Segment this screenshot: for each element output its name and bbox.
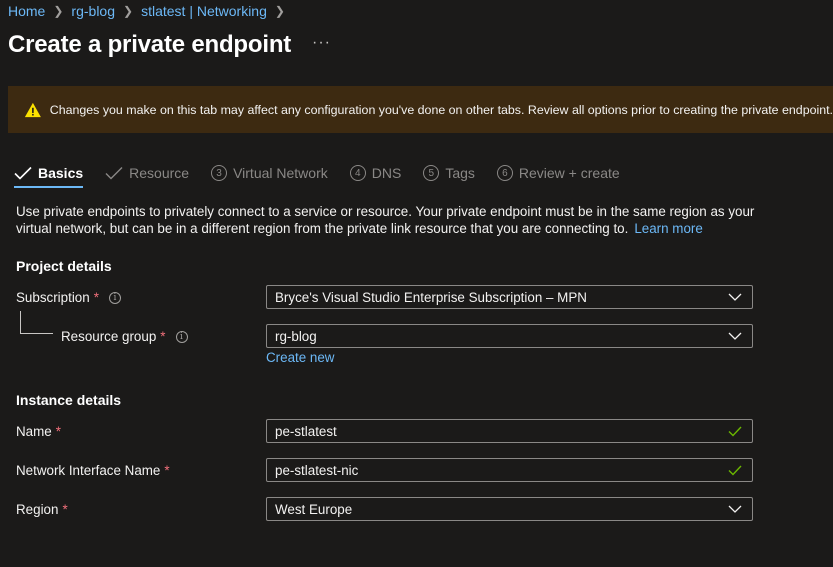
- tab-resource-label: Resource: [129, 165, 190, 181]
- learn-more-link[interactable]: Learn more: [634, 221, 703, 236]
- region-dropdown[interactable]: [266, 497, 753, 521]
- warning-banner-text: Changes you make on this tab may affect any configuration you've done on other tabs. Review all options prior to creating the private endpoint.: [49, 102, 833, 117]
- tab-dns[interactable]: [350, 160, 402, 186]
- subscription-label: [16, 290, 121, 305]
- tab-basics[interactable]: [14, 160, 83, 186]
- subscription-value: Bryce's Visual Studio Enterprise Subscription – MPN: [275, 289, 587, 305]
- chevron-down-icon: [728, 332, 742, 340]
- resource-group-label-text: Resource group: [61, 329, 157, 344]
- required-marker: *: [160, 329, 166, 344]
- info-icon[interactable]: i: [109, 292, 121, 304]
- subscription-label-text: Subscription: [16, 290, 90, 305]
- page-title: Create a private endpoint: [8, 31, 292, 58]
- tab-tags[interactable]: [423, 160, 475, 186]
- tab-dns-label: DNS: [371, 165, 402, 181]
- chevron-right-icon: ❯: [274, 4, 285, 18]
- name-label-text: Name: [16, 424, 52, 439]
- name-value: pe-stlatest: [275, 423, 337, 439]
- instance-details-heading: Instance details: [16, 392, 122, 408]
- region-label: [16, 502, 68, 517]
- description-text: Use private endpoints to privately connect to a service or resource. Your private endpoint must be in the same region as your virtual network, but can be in a different region from the private link resource that you are connecting to.: [16, 204, 755, 236]
- nic-name-label-text: Network Interface Name: [16, 463, 161, 478]
- tab-virtual-network-label: Virtual Network: [233, 165, 328, 181]
- resource-group-value: rg-blog: [275, 328, 317, 344]
- tab-review-create[interactable]: [497, 160, 620, 186]
- nic-name-label: [16, 463, 170, 478]
- nic-name-input[interactable]: [266, 458, 753, 482]
- step-number-icon: 3: [211, 165, 227, 181]
- nic-name-value: pe-stlatest-nic: [275, 462, 359, 478]
- page-description: [16, 203, 776, 237]
- wizard-tabs: [14, 160, 642, 188]
- breadcrumb-home[interactable]: Home: [8, 3, 46, 19]
- tree-connector: [20, 311, 53, 334]
- tab-basics-label: Basics: [38, 165, 84, 181]
- breadcrumb-networking[interactable]: stlatest | Networking: [141, 3, 267, 19]
- name-label: [16, 424, 61, 439]
- tab-virtual-network[interactable]: [211, 160, 328, 186]
- more-options-button[interactable]: ···: [312, 34, 331, 51]
- step-number-icon: 4: [350, 165, 366, 181]
- info-icon[interactable]: i: [176, 331, 188, 343]
- step-number-icon: 5: [423, 165, 439, 181]
- chevron-right-icon: ❯: [123, 4, 134, 18]
- name-input[interactable]: [266, 419, 753, 443]
- chevron-down-icon: [728, 293, 742, 301]
- region-value: West Europe: [275, 501, 353, 517]
- chevron-right-icon: ❯: [53, 4, 64, 18]
- tab-tags-label: Tags: [445, 165, 475, 181]
- warning-icon: [24, 100, 42, 120]
- valid-checkmark-icon: [728, 426, 742, 437]
- warning-banner: [8, 86, 833, 133]
- required-marker: *: [93, 290, 99, 305]
- region-label-text: Region: [16, 502, 59, 517]
- tab-resource[interactable]: [105, 160, 189, 186]
- subscription-dropdown[interactable]: [266, 285, 753, 309]
- resource-group-label: [61, 329, 188, 344]
- breadcrumb-rg-blog[interactable]: rg-blog: [71, 3, 116, 19]
- tab-review-create-label: Review + create: [518, 165, 620, 181]
- checkmark-icon: [14, 166, 32, 180]
- required-marker: *: [164, 463, 170, 478]
- create-new-link[interactable]: Create new: [266, 350, 335, 365]
- checkmark-icon: [105, 166, 123, 180]
- resource-group-dropdown[interactable]: [266, 324, 753, 348]
- project-details-heading: Project details: [16, 258, 112, 274]
- required-marker: *: [62, 502, 68, 517]
- valid-checkmark-icon: [728, 465, 742, 476]
- breadcrumb: [8, 2, 293, 20]
- required-marker: *: [55, 424, 61, 439]
- step-number-icon: 6: [497, 165, 513, 181]
- chevron-down-icon: [728, 505, 742, 513]
